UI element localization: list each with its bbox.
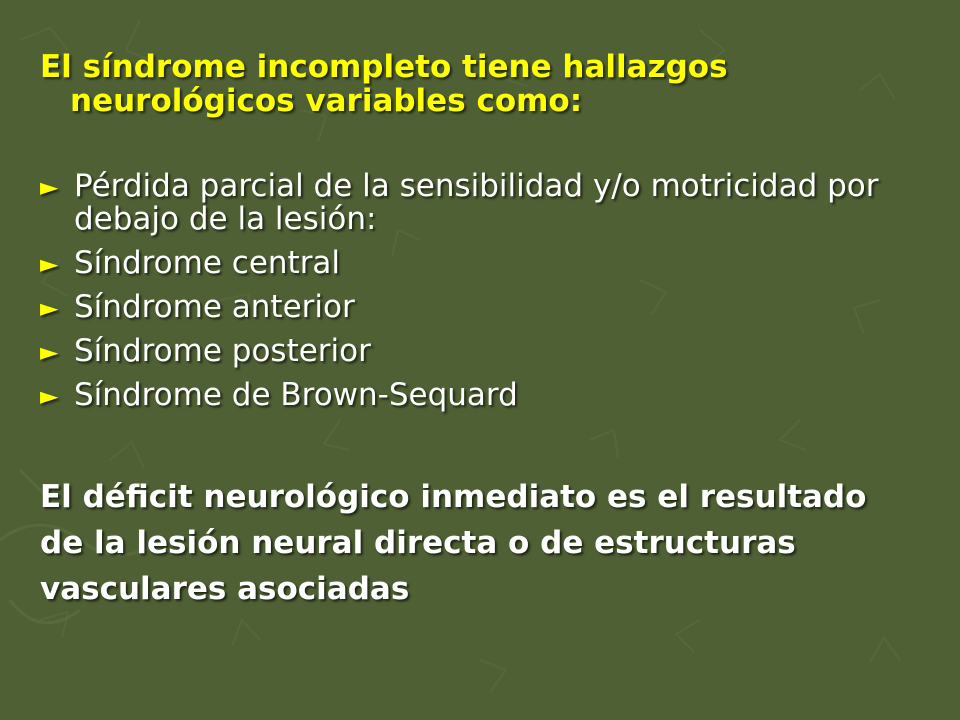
bullet-text: Síndrome central bbox=[74, 245, 341, 281]
bullet-item bbox=[40, 335, 920, 368]
bullet-text: Pérdida parcial de la sensibilidad y/o motricidad por debajo de la lesión: bbox=[74, 168, 879, 237]
bullet-text: Síndrome de Brown-Sequard bbox=[74, 377, 518, 413]
triangle-bullet-icon: ► bbox=[40, 294, 59, 322]
bullet-item bbox=[40, 291, 920, 324]
triangle-bullet-icon: ► bbox=[40, 338, 59, 366]
bullet-text: Síndrome anterior bbox=[74, 289, 355, 325]
bullet-item bbox=[40, 379, 920, 412]
triangle-bullet-icon: ► bbox=[40, 250, 59, 278]
bullet-item bbox=[40, 247, 920, 280]
bullet-text: Síndrome posterior bbox=[74, 333, 371, 369]
triangle-bullet-icon: ► bbox=[40, 173, 59, 201]
conclusion-text: El déficit neurológico inmediato es el resultado de la lesión neural directa o de estructuras vasculares asociadas bbox=[40, 479, 867, 607]
intro-text: El síndrome incompleto tiene hallazgos neurológicos variables como: bbox=[40, 49, 728, 119]
bullet-item bbox=[40, 170, 920, 236]
triangle-bullet-icon: ► bbox=[40, 382, 59, 410]
bullet-list bbox=[40, 170, 920, 423]
